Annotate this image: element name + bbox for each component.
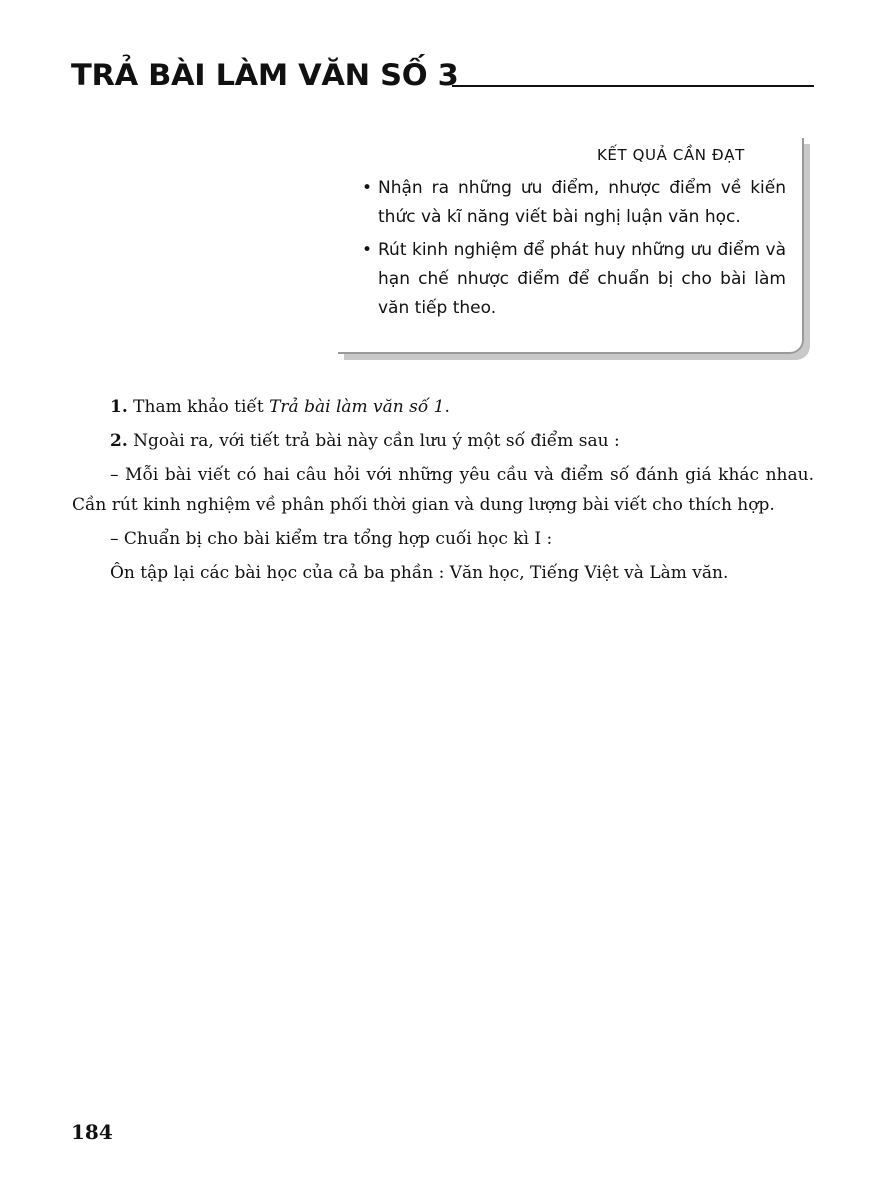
- goal-item: • Rút kinh nghiệm để phát huy những ưu điểm và hạn chế nhược điểm để chuẩn bị cho bài làm văn tiếp theo.: [360, 236, 786, 323]
- body-text: [72, 392, 814, 592]
- instruction-1-number: 1.: [110, 397, 128, 417]
- title-row: [71, 50, 814, 90]
- learning-goals-box: [338, 138, 804, 354]
- goals-heading: KẾT QUẢ CẦN ĐẠT: [597, 146, 745, 164]
- instruction-2-number: 2.: [110, 431, 128, 451]
- instruction-1: [72, 392, 814, 422]
- note-point-3: Ôn tập lại các bài học của cả ba phần : Văn học, Tiếng Việt và Làm văn.: [110, 563, 729, 583]
- instruction-1-end: .: [444, 397, 450, 417]
- goals-list: [360, 174, 786, 327]
- page-title: TRẢ BÀI LÀM VĂN SỐ 3: [71, 58, 459, 92]
- instruction-1-text: Tham khảo tiết: [133, 397, 264, 417]
- note-point-1: – Mỗi bài viết có hai câu hỏi với những yêu cầu và điểm số đánh giá khác nhau. Cần rút kinh nghiệm về phân phối thời gian và dung lượng bài viết cho thích hợp.: [72, 465, 814, 515]
- instruction-2-text: Ngoài ra, với tiết trả bài này cần lưu ý một số điểm sau :: [133, 431, 620, 451]
- goal-item: • Nhận ra những ưu điểm, nhược điểm về kiến thức và kĩ năng viết bài nghị luận văn học.: [360, 174, 786, 232]
- page-number: 184: [71, 1120, 113, 1144]
- instruction-1-reference: Trả bài làm văn số 1: [269, 397, 445, 417]
- title-underline: [452, 85, 814, 87]
- instruction-2: [72, 426, 814, 456]
- note-point-2: – Chuẩn bị cho bài kiểm tra tổng hợp cuối học kì I :: [110, 529, 553, 549]
